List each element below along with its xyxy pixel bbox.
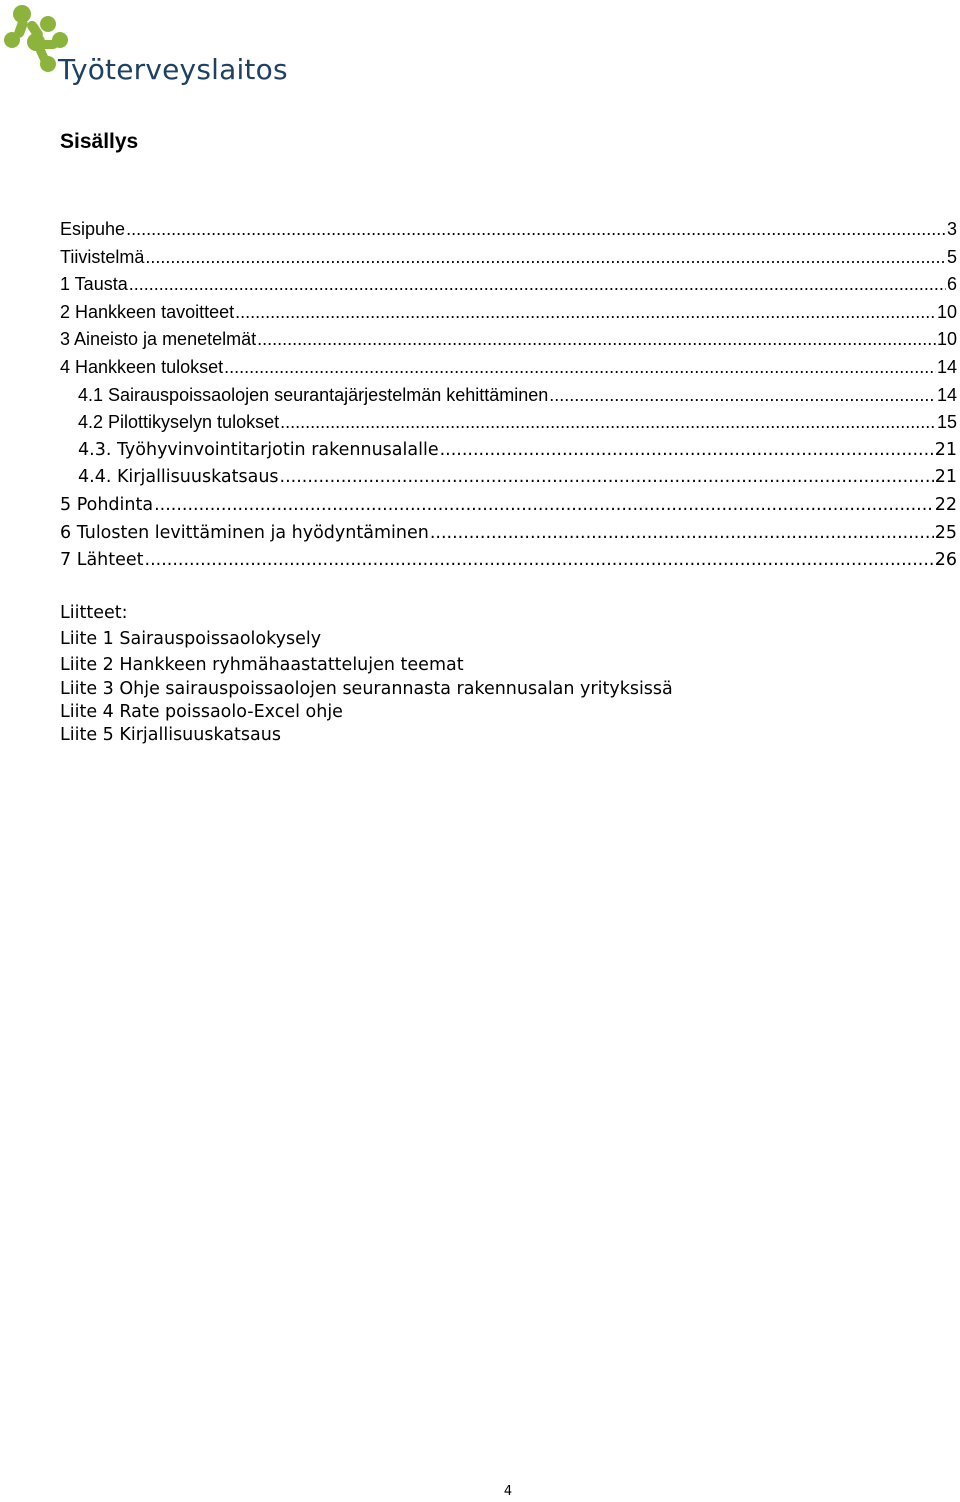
toc-dot-leader	[280, 464, 934, 492]
toc-entry-page: 3	[946, 219, 957, 239]
toc-entry-label: 4.4. Kirjallisuuskatsaus	[78, 467, 279, 488]
toc-dot-leader	[154, 492, 934, 520]
toc-entry[interactable]	[60, 299, 957, 327]
toc-dot-leader	[257, 326, 936, 354]
appendix-item: Liite 1 Sairauspoissaolokysely	[60, 629, 322, 649]
toc-entry[interactable]	[60, 409, 957, 437]
page-title: Sisällys	[60, 130, 139, 153]
toc-dot-leader	[280, 409, 936, 437]
toc-entry-label: 5 Pohdinta	[60, 494, 154, 515]
toc-entry[interactable]	[60, 244, 957, 272]
appendix-section	[60, 600, 673, 747]
toc-entry-page: 21	[934, 439, 957, 460]
appendix-item: Liite 2 Hankkeen ryhmähaastattelujen teemat	[60, 655, 464, 675]
toc-entry-label: 1 Tausta	[60, 274, 128, 295]
logo-text: Työterveyslaitos	[58, 53, 288, 86]
toc-dot-leader	[224, 354, 936, 382]
toc-dot-leader	[549, 382, 936, 410]
toc-entry-label: Tiivistelmä	[60, 246, 145, 267]
table-of-contents	[60, 216, 957, 575]
toc-entry[interactable]	[60, 547, 957, 575]
appendix-heading: Liitteet:	[60, 603, 128, 623]
toc-dot-leader	[126, 216, 946, 244]
toc-entry[interactable]	[60, 520, 957, 548]
toc-entry[interactable]	[60, 216, 957, 244]
toc-entry-page: 6	[946, 274, 957, 295]
organization-logo	[4, 2, 288, 94]
toc-entry-page: 25	[934, 522, 957, 543]
toc-entry[interactable]	[60, 271, 957, 299]
appendix-item: Liite 3 Ohje sairauspoissaolojen seurannasta rakennusalan yrityksissä	[60, 679, 673, 699]
toc-entry-page: 15	[936, 412, 957, 433]
page-number: 4	[503, 1484, 513, 1499]
toc-entry-label: 7 Lähteet	[60, 550, 144, 571]
toc-entry[interactable]	[60, 382, 957, 410]
toc-dot-leader	[430, 520, 934, 548]
toc-dot-leader	[145, 547, 934, 575]
toc-entry-page: 22	[934, 494, 957, 515]
toc-entry-page: 14	[936, 384, 957, 405]
toc-entry[interactable]	[60, 354, 957, 382]
toc-entry-label: 2 Hankkeen tavoitteet	[60, 301, 235, 322]
toc-entry[interactable]	[60, 326, 957, 354]
toc-entry-label: 4 Hankkeen tulokset	[60, 356, 224, 377]
toc-entry[interactable]	[60, 492, 957, 520]
toc-entry-label: 4.2 Pilottikyselyn tulokset	[78, 412, 280, 433]
toc-entry-label: 4.3. Työhyvinvointitarjotin rakennusalalle	[78, 439, 439, 460]
appendix-item: Liite 4 Rate poissaolo-Excel ohje	[60, 702, 343, 722]
appendix-item: Liite 5 Kirjallisuuskatsaus	[60, 725, 281, 745]
appendix-list	[60, 626, 673, 747]
toc-dot-leader	[129, 271, 946, 299]
toc-entry-page: 26	[934, 550, 957, 571]
toc-entry[interactable]	[60, 437, 957, 465]
toc-entry-page: 14	[936, 356, 957, 377]
toc-entry-label: 3 Aineisto ja menetelmät	[60, 329, 257, 350]
toc-entry-page: 21	[934, 467, 957, 488]
toc-entry-label: Esipuhe	[60, 219, 126, 239]
toc-dot-leader	[440, 437, 934, 465]
toc-entry[interactable]	[60, 464, 957, 492]
toc-entry-page: 5	[946, 246, 957, 267]
toc-entry-page: 10	[936, 301, 957, 322]
toc-dot-leader	[235, 299, 936, 327]
toc-entry-label: 4.1 Sairauspoissaolojen seurantajärjestelmän kehittäminen	[78, 384, 549, 405]
toc-entry-label: 6 Tulosten levittäminen ja hyödyntäminen	[60, 522, 429, 543]
toc-dot-leader	[145, 244, 946, 272]
toc-entry-page: 10	[936, 329, 957, 350]
